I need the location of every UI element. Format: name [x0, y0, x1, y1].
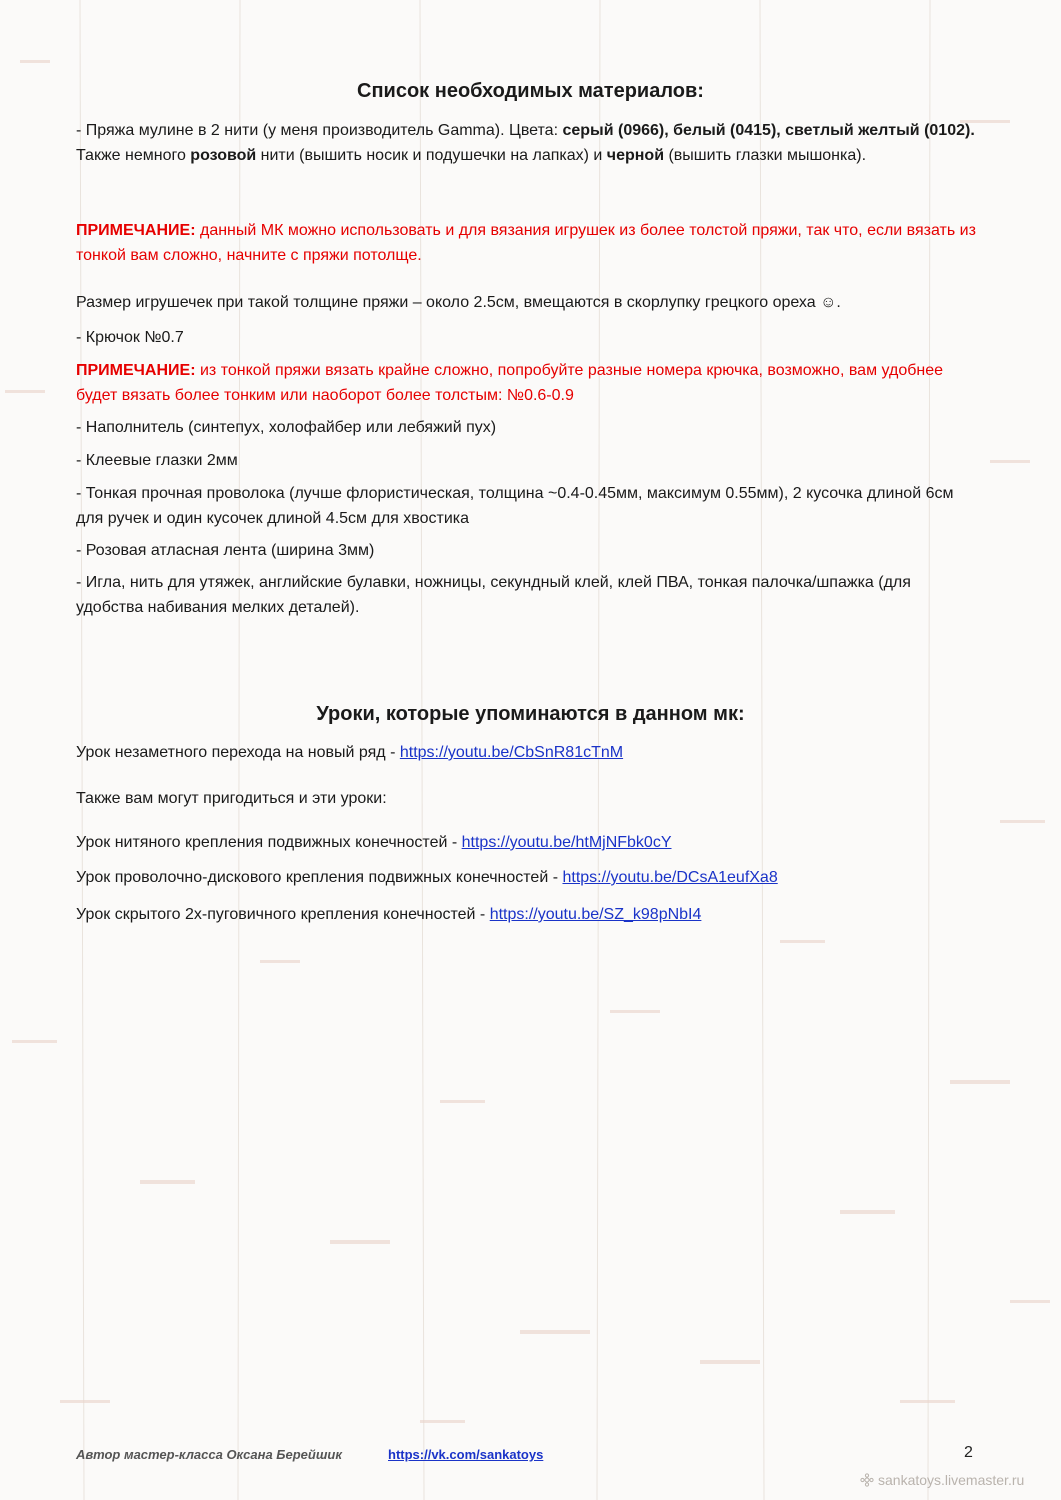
wire-item: - Тонкая прочная проволока (лучше флористическая, толщина ~0.4-0.45мм, максимум 0.55мм), 2 кусочка длиной 6см для ручек и один кусочек длиной 4.5см для хвостика	[76, 485, 954, 527]
yarn-text: нити (вышить носик и подушечки на лапках) и	[256, 147, 607, 164]
note-label: ПРИМЕЧАНИЕ:	[76, 222, 196, 239]
note-text: данный МК можно использовать и для вязания игрушек из более толстой пряжи, так что, если вязать из тонкой вам сложно, начните с пряжи потолще.	[76, 222, 976, 264]
lesson-label: Урок скрытого 2х-пуговичного крепления конечностей -	[76, 906, 490, 923]
note-text: из тонкой пряжи вязать крайне сложно, попробуйте разные номера крючка, возможно, вам удобнее будет вязать более тонким или наоборот более толстым: №0.6-0.9	[76, 362, 944, 404]
yarn-colors: серый (0966), белый (0415), светлый желтый (0102).	[562, 122, 975, 139]
filler-item: - Наполнитель (синтепух, холофайбер или лебяжий пух)	[76, 419, 497, 436]
lessons-heading: Уроки, которые упоминаются в данном мк:	[316, 703, 745, 725]
yarn-text: Также немного	[76, 147, 191, 164]
lesson-label: Урок незаметного перехода на новый ряд -	[76, 744, 400, 761]
yarn-paragraph	[76, 118, 976, 168]
yarn-text: (вышить глазки мышонка).	[664, 147, 867, 164]
lesson-link[interactable]: https://youtu.be/DCsA1eufXa8	[562, 869, 778, 886]
lesson-item	[76, 740, 976, 765]
lesson-link[interactable]: https://youtu.be/CbSnR81cTnM	[399, 744, 624, 761]
lesson-label: Урок нитяного крепления подвижных конечностей -	[76, 834, 462, 851]
eyes-item: - Клеевые глазки 2мм	[76, 452, 238, 469]
lesson-item	[76, 830, 976, 855]
yarn-text: - Пряжа мулине в 2 нити (у меня производитель Gamma). Цвета:	[76, 122, 563, 139]
toy-size-paragraph: Размер игрушечек при такой толщине пряжи – около 2.5см, вмещаются в скорлупку грецкого ореха ☺.	[76, 294, 841, 311]
hook-item: - Крючок №0.7	[76, 329, 184, 346]
black-thread: черной	[606, 147, 665, 164]
tools-item: - Игла, нить для утяжек, английские булавки, ножницы, секундный клей, клей ПВА, тонкая палочка/шпажка (для удобства набивания мелких деталей).	[76, 574, 911, 616]
also-lessons-text: Также вам могут пригодиться и эти уроки:	[76, 790, 387, 807]
watermark	[860, 1472, 1024, 1488]
lesson-item	[76, 902, 976, 927]
page-number: 2	[964, 1444, 973, 1461]
lesson-link[interactable]: https://youtu.be/SZ_k98pNbI4	[489, 906, 702, 923]
lesson-link[interactable]: https://youtu.be/htMjNFbk0cY	[461, 834, 672, 851]
footer-vk-link[interactable]: https://vk.com/sankatoys	[388, 1447, 544, 1462]
footer-author: Автор мастер-класса Оксана Берейшик	[76, 1447, 342, 1462]
note-thick-yarn	[76, 218, 976, 268]
ribbon-item: - Розовая атласная лента (ширина 3мм)	[76, 542, 375, 559]
note-label: ПРИМЕЧАНИЕ:	[76, 362, 196, 379]
watermark-text: sankatoys.livemaster.ru	[878, 1472, 1025, 1488]
lesson-label: Урок проволочно-дискового крепления подвижных конечностей -	[76, 869, 563, 886]
note-hook	[76, 358, 976, 408]
materials-heading: Список необходимых материалов:	[357, 80, 704, 102]
lesson-item	[76, 865, 976, 890]
pink-thread: розовой	[190, 147, 257, 164]
flower-logo-icon	[860, 1473, 874, 1487]
